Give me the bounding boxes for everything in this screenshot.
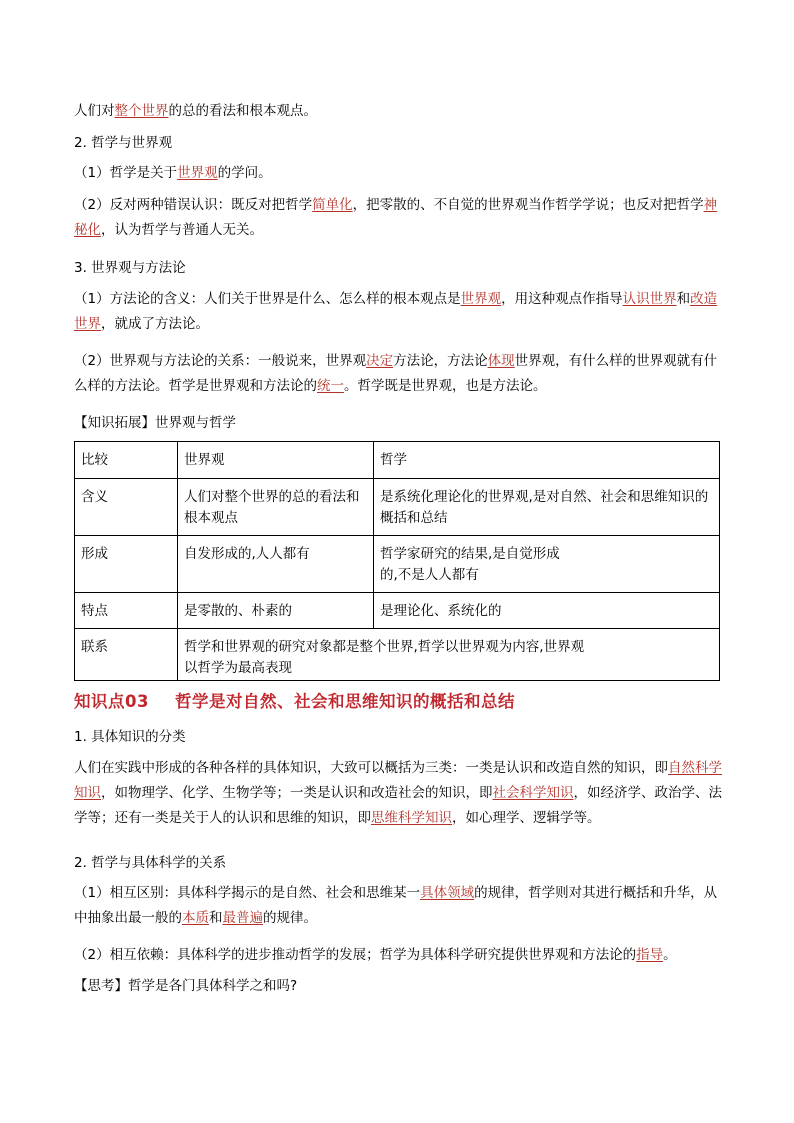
knowledge-extension-title: 【知识拓展】世界观与哲学 [74, 415, 236, 431]
table-row-label: 特点 [75, 593, 178, 629]
paragraph-worldview-definition: 人们对整个世界的总的看法和根本观点。 [74, 103, 317, 119]
table-row-label: 联系 [75, 629, 178, 681]
key-term: 决定 [366, 353, 394, 369]
table-row [75, 593, 720, 629]
think-question: 【思考】哲学是各门具体科学之和吗? [74, 978, 298, 994]
key-term: 统一 [317, 378, 344, 394]
comparison-table [74, 441, 720, 681]
key-term: 思维科学知识 [371, 810, 452, 826]
key-term: 世界观 [177, 165, 218, 181]
paragraph-2: （2）反对两种错误认识：既反对把哲学简单化，把零散的、不自觉的世界观当作哲学学说；也反对把哲学神秘化，认为哲学与普通人无关。 [74, 197, 718, 238]
key-term: 自然科学知识 [74, 760, 722, 801]
key-term: 世界观 [460, 291, 502, 307]
paragraph-6: （1）相互区别：具体科学揭示的是自然、社会和思维某一具体领域的规律，哲学则对其进行概括和升华，从中抽象出最一般的本质和最普遍的规律。 [74, 885, 718, 926]
paragraph-4: （2）世界观与方法论的关系：一般说来，世界观决定方法论，方法论体现世界观，有什么样的世界观就有什么样的方法论。哲学是世界观和方法论的统一。哲学既是世界观，也是方法论。 [74, 353, 718, 394]
table-header-cell: 世界观 [178, 442, 374, 479]
table-header-cell: 比较 [75, 442, 178, 479]
knowledge-point-heading [74, 688, 515, 712]
table-row [75, 536, 720, 593]
section-heading-worldview-methodology: 3. 世界观与方法论 [74, 260, 186, 276]
key-term: 指导 [636, 947, 664, 963]
key-term: 神秘化 [74, 197, 718, 238]
table-cell-merged: 哲学和世界观的研究对象都是整个世界,哲学以世界观为内容,世界观以哲学为最高表现 [178, 629, 720, 681]
key-term: 具体领域 [420, 885, 475, 901]
section-heading-philosophy-science: 2. 哲学与具体科学的关系 [74, 855, 227, 871]
key-term: 体现 [487, 353, 515, 369]
table-header-row [75, 442, 720, 479]
key-term: 改造世界 [74, 291, 718, 332]
key-term: 社会科学知识 [492, 785, 574, 801]
paragraph-1: （1）哲学是关于世界观的学问。 [74, 165, 272, 181]
table-cell: 哲学家研究的结果,是自觉形成的,不是人人都有 [374, 536, 720, 593]
section-heading-knowledge-types: 1. 具体知识的分类 [74, 729, 186, 745]
table-row [75, 629, 720, 681]
key-term: 认识世界 [622, 291, 677, 307]
table-row [75, 479, 720, 536]
section-heading-philosophy-worldview: 2. 哲学与世界观 [74, 135, 173, 151]
table-cell: 是零散的、朴素的 [178, 593, 374, 629]
table-header-cell: 哲学 [374, 442, 720, 479]
table-row-label: 形成 [75, 536, 178, 593]
key-term: 整个世界 [114, 103, 169, 119]
knowledge-point-number: 知识点03 [74, 692, 149, 711]
paragraph-5: 人们在实践中形成的各种各样的具体知识，大致可以概括为三类：一类是认识和改造自然的知识，即自然科学知识，如物理学、化学、生物学等；一类是认识和改造社会的知识，即社会科学知识，如经济学、政治学、法学等；还有一类是关于人的认识和思维的知识，即思维科学知识，如心理学、逻辑学等。 [74, 760, 722, 826]
knowledge-point-title: 哲学是对自然、社会和思维知识的概括和总结 [174, 692, 515, 711]
table-cell: 人们对整个世界的总的看法和根本观点 [178, 479, 374, 536]
key-term: 本质 [182, 910, 209, 926]
paragraph-7: （2）相互依赖：具体科学的进步推动哲学的发展；哲学为具体科学研究提供世界观和方法论的指导。 [74, 947, 677, 963]
table-cell: 是理论化、系统化的 [374, 593, 720, 629]
paragraph-3: （1）方法论的含义：人们关于世界是什么、怎么样的根本观点是世界观，用这种观点作指导认识世界和改造世界，就成了方法论。 [74, 291, 718, 332]
table-row-label: 含义 [75, 479, 178, 536]
key-term: 简单化 [312, 197, 353, 213]
key-term: 最普遍 [222, 910, 263, 926]
table-cell: 是系统化理论化的世界观,是对自然、社会和思维知识的概括和总结 [374, 479, 720, 536]
table-cell: 自发形成的,人人都有 [178, 536, 374, 593]
